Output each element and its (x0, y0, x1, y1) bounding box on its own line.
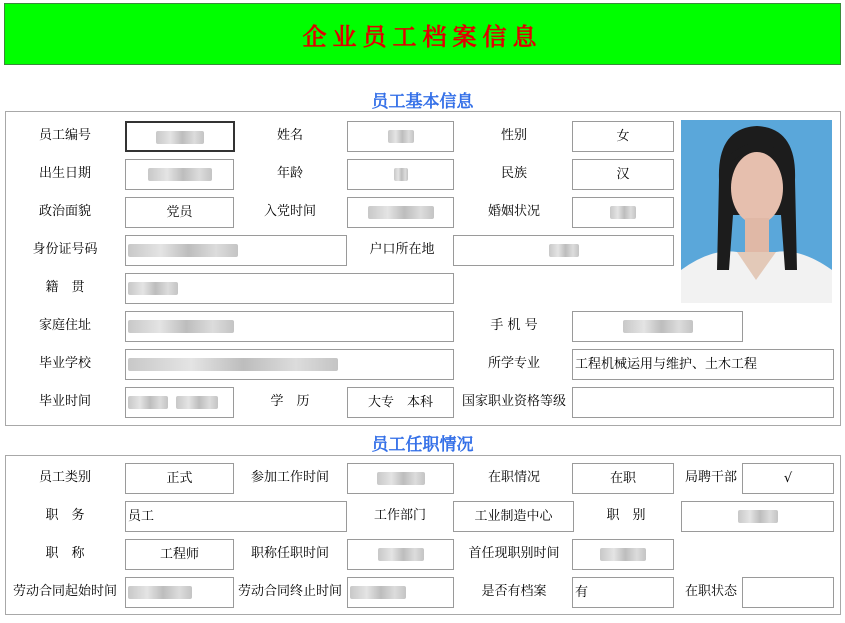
rank-label: 职 别 (606, 508, 646, 523)
work-start-date-field[interactable] (347, 463, 454, 494)
gender-label: 性别 (500, 128, 527, 143)
id-number-field[interactable] (125, 235, 347, 266)
gender-field[interactable]: 女 (572, 121, 674, 152)
age-label: 年龄 (276, 166, 303, 181)
has-archive-field[interactable]: 有 (572, 577, 674, 608)
professional-title-field[interactable]: 工程师 (125, 539, 234, 570)
employee-category-label: 员工类别 (38, 470, 91, 485)
name-field[interactable] (347, 121, 454, 152)
birth-date-label: 出生日期 (38, 166, 91, 181)
title-appointment-date-field[interactable] (347, 539, 454, 570)
bureau-cadre-label: 局聘干部 (684, 470, 737, 485)
native-place-field[interactable] (125, 273, 454, 304)
major-field[interactable]: 工程机械运用与维护、土木工程 (572, 349, 834, 380)
graduate-school-field[interactable] (125, 349, 454, 380)
education-label: 学 历 (270, 394, 310, 409)
page-banner (4, 3, 841, 65)
employee-photo (681, 120, 832, 303)
graduation-date-field[interactable] (125, 387, 234, 418)
employment-state-field[interactable] (742, 577, 834, 608)
contract-end-date-field[interactable] (347, 577, 454, 608)
employment-status-field[interactable]: 在职 (572, 463, 674, 494)
graduate-school-label: 毕业学校 (38, 356, 91, 371)
department-field[interactable]: 工业制造中心 (453, 501, 574, 532)
job-info-section-title: 员工任职情况 (371, 435, 474, 455)
portrait-image (681, 120, 832, 303)
basic-info-section-title: 员工基本信息 (371, 92, 474, 112)
vocational-cert-level-label: 国家职业资格等级 (461, 394, 566, 409)
first-rank-date-field[interactable] (572, 539, 674, 570)
employment-state-label: 在职状态 (684, 584, 737, 599)
contract-start-date-label: 劳动合同起始时间 (12, 584, 117, 599)
department-label: 工作部门 (373, 508, 426, 523)
has-archive-label: 是否有档案 (481, 584, 547, 599)
name-label: 姓名 (276, 128, 303, 143)
bureau-cadre-field[interactable]: √ (742, 463, 834, 494)
party-join-date-field[interactable] (347, 197, 454, 228)
vocational-cert-level-field[interactable] (572, 387, 834, 418)
political-status-label: 政治面貌 (38, 204, 91, 219)
emp-no-field[interactable] (125, 121, 235, 152)
mobile-field[interactable] (572, 311, 743, 342)
hukou-field[interactable] (453, 235, 674, 266)
rank-field[interactable] (681, 501, 834, 532)
emp-no-label: 员工编号 (38, 128, 91, 143)
employee-category-field[interactable]: 正式 (125, 463, 234, 494)
first-rank-date-label: 首任现职别时间 (468, 546, 560, 561)
post-label: 职 务 (45, 508, 85, 523)
education-field[interactable]: 大专 本科 (347, 387, 454, 418)
id-number-label: 身份证号码 (32, 242, 98, 257)
home-address-field[interactable] (125, 311, 454, 342)
mobile-label: 手 机 号 (490, 318, 538, 333)
work-start-date-label: 参加工作时间 (250, 470, 329, 485)
ethnicity-label: 民族 (500, 166, 527, 181)
graduation-date-label: 毕业时间 (38, 394, 91, 409)
native-place-label: 籍 贯 (45, 280, 85, 295)
marital-status-label: 婚姻状况 (487, 204, 540, 219)
post-field[interactable]: 员工 (125, 501, 347, 532)
title-appointment-date-label: 职称任职时间 (250, 546, 329, 561)
hukou-label: 户口所在地 (369, 242, 435, 257)
ethnicity-field[interactable]: 汉 (572, 159, 674, 190)
contract-start-date-field[interactable] (125, 577, 234, 608)
page-title: 企业员工档案信息 (302, 22, 543, 51)
age-field[interactable] (347, 159, 454, 190)
employment-status-label: 在职情况 (487, 470, 540, 485)
birth-date-field[interactable] (125, 159, 234, 190)
marital-status-field[interactable] (572, 197, 674, 228)
party-join-date-label: 入党时间 (263, 204, 316, 219)
contract-end-date-label: 劳动合同终止时间 (237, 584, 342, 599)
professional-title-label: 职 称 (45, 546, 85, 561)
political-status-field[interactable]: 党员 (125, 197, 234, 228)
major-label: 所学专业 (487, 356, 540, 371)
home-address-label: 家庭住址 (38, 318, 91, 333)
